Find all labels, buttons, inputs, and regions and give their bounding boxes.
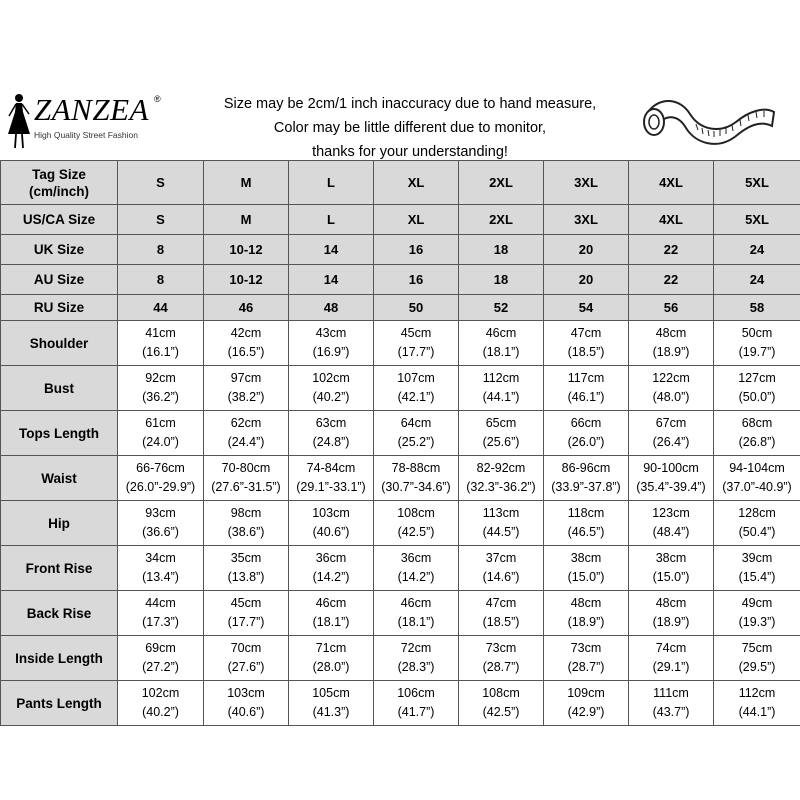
inch-value: (28.7”) — [567, 660, 605, 674]
cm-value: 45cm — [230, 596, 262, 610]
inch-value: (25.2”) — [397, 435, 435, 449]
inch-value: (19.7”) — [738, 345, 776, 359]
measurement-cell — [289, 501, 374, 546]
inch-value: (15.0”) — [652, 570, 690, 584]
measurement-cell — [629, 591, 714, 636]
inch-value: (29.1”-33.1”) — [296, 480, 366, 494]
row-label: US/CA Size — [1, 205, 118, 235]
cm-value: 128cm — [738, 506, 776, 520]
cm-value: 66-76cm — [136, 461, 185, 475]
size-cell: 2XL — [459, 205, 544, 235]
cm-value: 108cm — [482, 686, 520, 700]
row-label: Inside Length — [1, 636, 118, 681]
measurement-cell — [714, 456, 800, 501]
size-cell: 48 — [289, 295, 374, 321]
measurement-cell — [289, 636, 374, 681]
cm-value: 103cm — [312, 506, 350, 520]
size-cell: 3XL — [544, 205, 629, 235]
size-chart-table — [0, 160, 800, 726]
inch-value: (37.0”-40.9”) — [722, 480, 792, 494]
inch-value: (28.7”) — [482, 660, 520, 674]
inch-value: (43.7”) — [652, 705, 690, 719]
inch-value: (13.4”) — [142, 570, 179, 584]
cm-value: 47cm — [485, 596, 517, 610]
measurement-cell — [204, 411, 289, 456]
inch-value: (15.0”) — [567, 570, 605, 584]
measurement-cell — [629, 501, 714, 546]
inch-value: (40.6”) — [227, 705, 265, 719]
cm-value: 97cm — [230, 371, 262, 385]
cm-value: 36cm — [400, 551, 432, 565]
measurement-cell — [204, 501, 289, 546]
measurement-cell — [459, 591, 544, 636]
row-label: Waist — [1, 456, 118, 501]
inch-value: (18.9”) — [652, 615, 690, 629]
measurement-cell — [289, 411, 374, 456]
registered-mark: ® — [154, 94, 161, 104]
measurement-cell — [204, 456, 289, 501]
inch-value: (40.2”) — [312, 390, 350, 404]
inch-value: (27.6”-31.5”) — [211, 480, 281, 494]
cm-value: 127cm — [738, 371, 776, 385]
size-cell: 5XL — [714, 161, 800, 205]
inch-value: (18.5”) — [567, 345, 605, 359]
cm-value: 73cm — [570, 641, 602, 655]
measurement-cell — [544, 411, 629, 456]
inch-value: (48.4”) — [652, 525, 690, 539]
measurement-cell — [204, 591, 289, 636]
size-cell: 2XL — [459, 161, 544, 205]
cm-value: 78-88cm — [391, 461, 441, 475]
cm-value: 106cm — [397, 686, 435, 700]
size-cell: 10-12 — [204, 265, 289, 295]
measurement-cell — [544, 591, 629, 636]
inch-value: (48.0”) — [652, 390, 690, 404]
inch-value: (28.0”) — [312, 660, 350, 674]
cm-value: 109cm — [567, 686, 605, 700]
inch-value: (36.6”) — [142, 525, 179, 539]
cm-value: 46cm — [485, 326, 517, 340]
cm-value: 122cm — [652, 371, 690, 385]
cm-value: 41cm — [145, 326, 176, 340]
inch-value: (40.2”) — [142, 705, 179, 719]
cm-value: 118cm — [567, 506, 605, 520]
inch-value: (50.0”) — [738, 390, 776, 404]
row-label: Tops Length — [1, 411, 118, 456]
measurement-cell — [118, 366, 204, 411]
size-cell: 44 — [118, 295, 204, 321]
inch-value: (14.6”) — [482, 570, 520, 584]
size-row — [1, 161, 800, 205]
cm-value: 75cm — [741, 641, 773, 655]
measurement-cell — [289, 366, 374, 411]
measurement-cell — [714, 366, 800, 411]
inch-value: (30.7”-34.6”) — [381, 480, 451, 494]
measurement-cell — [459, 321, 544, 366]
measurement-cell — [714, 546, 800, 591]
measurement-cell — [374, 591, 459, 636]
measurement-cell — [459, 546, 544, 591]
measurement-row — [1, 411, 800, 456]
inch-value: (33.9”-37.8”) — [551, 480, 621, 494]
inch-value: (24.4”) — [227, 435, 265, 449]
row-label: Shoulder — [1, 321, 118, 366]
cm-value: 38cm — [655, 551, 687, 565]
measurement-row — [1, 456, 800, 501]
inch-value: (29.1”) — [652, 660, 690, 674]
measurement-row — [1, 501, 800, 546]
size-cell: 14 — [289, 235, 374, 265]
measurement-cell — [714, 636, 800, 681]
cm-value: 90-100cm — [643, 461, 699, 475]
size-cell: M — [204, 205, 289, 235]
measurement-cell — [289, 546, 374, 591]
inch-value: (46.5”) — [567, 525, 605, 539]
measurement-cell — [714, 321, 800, 366]
cm-value: 63cm — [315, 416, 347, 430]
inch-value: (41.3”) — [312, 705, 350, 719]
measurement-cell — [459, 681, 544, 726]
inch-value: (26.4”) — [652, 435, 690, 449]
size-row — [1, 295, 800, 321]
measurement-cell — [118, 411, 204, 456]
measurement-cell — [629, 456, 714, 501]
cm-value: 48cm — [570, 596, 602, 610]
measurement-cell — [629, 366, 714, 411]
cm-value: 48cm — [655, 326, 687, 340]
size-row — [1, 265, 800, 295]
size-row — [1, 235, 800, 265]
inch-value: (50.4”) — [738, 525, 776, 539]
cm-value: 73cm — [485, 641, 517, 655]
cm-value: 105cm — [312, 686, 350, 700]
cm-value: 74cm — [655, 641, 687, 655]
inch-value: (17.3”) — [142, 615, 179, 629]
inch-value: (28.3”) — [397, 660, 435, 674]
measurement-cell — [629, 681, 714, 726]
measurement-cell — [714, 501, 800, 546]
size-cell: 22 — [629, 265, 714, 295]
cm-value: 45cm — [400, 326, 432, 340]
measurement-cell — [544, 681, 629, 726]
measurement-cell — [714, 681, 800, 726]
measurement-cell — [118, 681, 204, 726]
inch-value: (29.5”) — [738, 660, 776, 674]
cm-value: 65cm — [485, 416, 517, 430]
cm-value: 42cm — [230, 326, 262, 340]
cm-value: 68cm — [741, 416, 773, 430]
size-cell: 5XL — [714, 205, 800, 235]
size-cell: 18 — [459, 265, 544, 295]
size-cell: 4XL — [629, 161, 714, 205]
cm-value: 36cm — [315, 551, 347, 565]
measurement-cell — [204, 681, 289, 726]
row-label: Back Rise — [1, 591, 118, 636]
cm-value: 92cm — [145, 371, 176, 385]
measurement-cell — [629, 321, 714, 366]
notice-line: Color may be little different due to monitor, — [273, 120, 547, 136]
cm-value: 46cm — [315, 596, 347, 610]
measurement-cell — [374, 321, 459, 366]
cm-value: 61cm — [145, 416, 176, 430]
measurement-cell — [544, 501, 629, 546]
row-label: Bust — [1, 366, 118, 411]
measurement-cell — [374, 681, 459, 726]
cm-value: 94-104cm — [729, 461, 785, 475]
cm-value: 123cm — [652, 506, 690, 520]
cm-value: 39cm — [741, 551, 773, 565]
size-cell: XL — [374, 205, 459, 235]
size-cell: 16 — [374, 235, 459, 265]
size-cell: 54 — [544, 295, 629, 321]
cm-value: 112cm — [738, 686, 776, 700]
measurement-row — [1, 591, 800, 636]
size-cell: 3XL — [544, 161, 629, 205]
measurement-cell — [629, 411, 714, 456]
cm-value: 108cm — [397, 506, 435, 520]
measurement-cell — [204, 546, 289, 591]
size-cell: 16 — [374, 265, 459, 295]
inch-value: (26.0”) — [567, 435, 605, 449]
cm-value: 46cm — [400, 596, 432, 610]
measurement-row — [1, 681, 800, 726]
inch-value: (46.1”) — [567, 390, 605, 404]
row-label: Front Rise — [1, 546, 118, 591]
inch-value: (41.7”) — [397, 705, 435, 719]
inch-value: (42.5”) — [482, 705, 520, 719]
cm-value: 72cm — [400, 641, 432, 655]
measurement-cell — [374, 456, 459, 501]
size-cell: L — [289, 205, 374, 235]
inch-value: (17.7”) — [227, 615, 265, 629]
cm-value: 66cm — [570, 416, 602, 430]
measurement-cell — [459, 366, 544, 411]
measurement-cell — [544, 321, 629, 366]
inch-value: (35.4”-39.4”) — [636, 480, 706, 494]
size-cell: S — [118, 205, 204, 235]
row-label: UK Size — [1, 235, 118, 265]
measurement-cell — [374, 411, 459, 456]
measurement-cell — [374, 546, 459, 591]
size-cell: 24 — [714, 265, 800, 295]
measurement-cell — [544, 546, 629, 591]
cm-value: 47cm — [570, 326, 602, 340]
inch-value: (18.9”) — [567, 615, 605, 629]
measurement-row — [1, 366, 800, 411]
size-cell: 8 — [118, 265, 204, 295]
inch-value: (24.8”) — [312, 435, 350, 449]
inch-value: (14.2”) — [312, 570, 350, 584]
size-cell: S — [118, 161, 204, 205]
inch-value: (26.8”) — [738, 435, 776, 449]
measuring-tape-icon — [640, 92, 780, 154]
inch-value: (13.8”) — [227, 570, 265, 584]
cm-value: 43cm — [315, 326, 347, 340]
measurement-cell — [459, 411, 544, 456]
cm-value: 44cm — [145, 596, 176, 610]
inch-value: (38.2”) — [227, 390, 265, 404]
inch-value: (18.5”) — [482, 615, 520, 629]
cm-value: 38cm — [570, 551, 602, 565]
size-cell: 50 — [374, 295, 459, 321]
measurement-cell — [459, 456, 544, 501]
inch-value: (38.6”) — [227, 525, 265, 539]
measurement-cell — [118, 636, 204, 681]
cm-value: 70cm — [230, 641, 262, 655]
cm-value: 50cm — [741, 326, 773, 340]
cm-value: 93cm — [145, 506, 176, 520]
inch-value: (42.5”) — [397, 525, 435, 539]
size-cell: 14 — [289, 265, 374, 295]
cm-value: 82-92cm — [476, 461, 526, 475]
size-cell: L — [289, 161, 374, 205]
cm-value: 67cm — [655, 416, 687, 430]
size-cell: 10-12 — [204, 235, 289, 265]
size-cell: 22 — [629, 235, 714, 265]
measurement-cell — [544, 366, 629, 411]
measurement-row — [1, 321, 800, 366]
measurement-cell — [714, 591, 800, 636]
measurement-cell — [118, 591, 204, 636]
inch-value: (42.9”) — [567, 705, 605, 719]
brand-logo — [4, 90, 168, 156]
cm-value: 113cm — [482, 506, 520, 520]
row-label: AU Size — [1, 265, 118, 295]
cm-value: 64cm — [400, 416, 432, 430]
measurement-cell — [459, 501, 544, 546]
cm-value: 49cm — [741, 596, 773, 610]
inch-value: (40.6”) — [312, 525, 350, 539]
cm-value: 102cm — [312, 371, 350, 385]
cm-value: 117cm — [567, 371, 605, 385]
measurement-row — [1, 546, 800, 591]
measurement-cell — [118, 501, 204, 546]
measurement-cell — [204, 366, 289, 411]
measurement-cell — [204, 636, 289, 681]
size-cell: 46 — [204, 295, 289, 321]
size-cell: 18 — [459, 235, 544, 265]
size-cell: XL — [374, 161, 459, 205]
measurement-cell — [714, 411, 800, 456]
inch-value: (18.1”) — [397, 615, 435, 629]
inch-value: (18.1”) — [312, 615, 350, 629]
inch-value: (16.5”) — [227, 345, 265, 359]
size-cell: 20 — [544, 265, 629, 295]
cm-value: 69cm — [145, 641, 176, 655]
size-cell: 4XL — [629, 205, 714, 235]
cm-value: 74-84cm — [306, 461, 356, 475]
size-cell: 58 — [714, 295, 800, 321]
measurement-cell — [118, 456, 204, 501]
cm-value: 107cm — [397, 371, 435, 385]
cm-value: 111cm — [653, 686, 689, 700]
size-cell: 56 — [629, 295, 714, 321]
size-cell: M — [204, 161, 289, 205]
inch-value: (17.7”) — [397, 345, 435, 359]
inch-value: (36.2”) — [142, 390, 179, 404]
inch-value: (14.2”) — [397, 570, 435, 584]
measurement-cell — [544, 456, 629, 501]
inch-value: (24.0”) — [142, 435, 179, 449]
cm-value: 71cm — [315, 641, 347, 655]
inch-value: (42.1”) — [397, 390, 435, 404]
size-notice — [205, 92, 615, 164]
measurement-cell — [118, 546, 204, 591]
measurement-cell — [374, 366, 459, 411]
measurement-cell — [459, 636, 544, 681]
cm-value: 34cm — [145, 551, 176, 565]
measurement-cell — [289, 321, 374, 366]
inch-value: (19.3”) — [738, 615, 776, 629]
inch-value: (25.6”) — [482, 435, 520, 449]
cm-value: 62cm — [230, 416, 262, 430]
measurement-cell — [289, 681, 374, 726]
cm-value: 98cm — [230, 506, 262, 520]
inch-value: (16.1”) — [142, 345, 179, 359]
cm-value: 86-96cm — [561, 461, 611, 475]
inch-value: (26.0”-29.9”) — [125, 480, 196, 494]
notice-line: thanks for your understanding! — [312, 144, 508, 160]
inch-value: (44.1”) — [482, 390, 520, 404]
size-cell: 20 — [544, 235, 629, 265]
size-cell: 8 — [118, 235, 204, 265]
cm-value: 37cm — [485, 551, 517, 565]
cm-value: 35cm — [230, 551, 262, 565]
measurement-cell — [544, 636, 629, 681]
cm-value: 102cm — [141, 686, 180, 700]
inch-value: (44.5”) — [482, 525, 520, 539]
row-label: Hip — [1, 501, 118, 546]
size-cell: 52 — [459, 295, 544, 321]
measurement-cell — [629, 636, 714, 681]
measurement-cell — [289, 456, 374, 501]
row-label: RU Size — [1, 295, 118, 321]
size-cell: 24 — [714, 235, 800, 265]
inch-value: (18.1”) — [482, 345, 520, 359]
inch-value: (27.2”) — [142, 660, 179, 674]
measurement-cell — [374, 501, 459, 546]
brand-name: ZANZEA — [34, 92, 149, 127]
notice-line: Size may be 2cm/1 inch inaccuracy due to hand measure, — [223, 96, 597, 112]
cm-value: 70-80cm — [221, 461, 271, 475]
row-label: Tag Size (cm/inch) — [1, 161, 118, 205]
inch-value: (32.3”-36.2”) — [466, 480, 536, 494]
fashion-figure-icon — [4, 90, 34, 150]
measurement-row — [1, 636, 800, 681]
measurement-cell — [289, 591, 374, 636]
measurement-cell — [374, 636, 459, 681]
measurement-cell — [118, 321, 204, 366]
inch-value: (18.9”) — [652, 345, 690, 359]
inch-value: (44.1”) — [738, 705, 776, 719]
measurement-cell — [629, 546, 714, 591]
inch-value: (27.6”) — [227, 660, 265, 674]
cm-value: 112cm — [482, 371, 520, 385]
row-label: Pants Length — [1, 681, 118, 726]
size-row — [1, 205, 800, 235]
inch-value: (15.4”) — [738, 570, 776, 584]
measurement-cell — [204, 321, 289, 366]
brand-tagline: High Quality Street Fashion — [34, 130, 138, 140]
cm-value: 48cm — [655, 596, 687, 610]
cm-value: 103cm — [227, 686, 265, 700]
inch-value: (16.9”) — [312, 345, 350, 359]
